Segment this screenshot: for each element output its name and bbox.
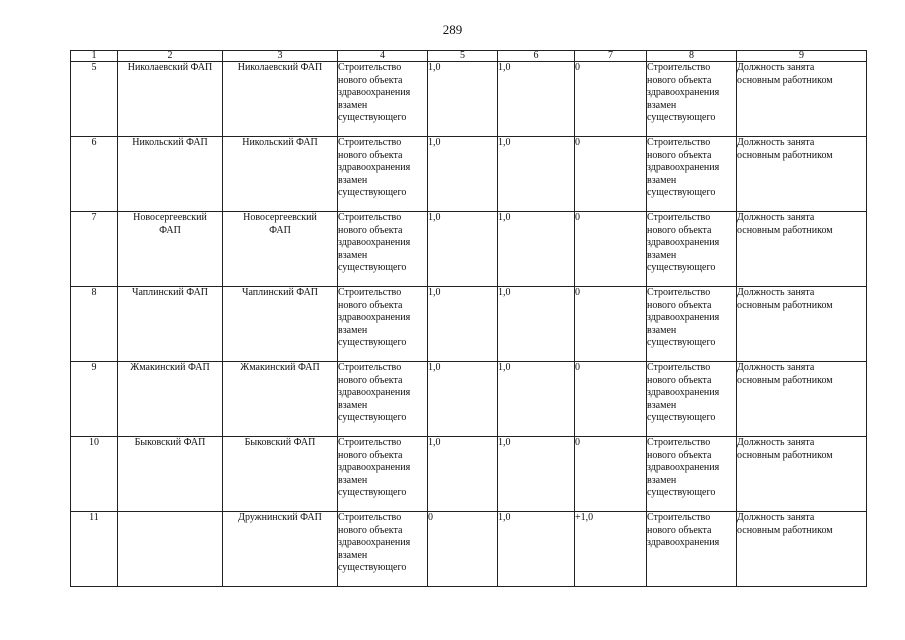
cell-text: Строительство нового объекта здравоохранения взамен существующего [338, 137, 411, 198]
cell-col5 [428, 287, 498, 362]
column-header: 7 [575, 51, 647, 62]
cell-col7 [575, 212, 647, 287]
cell-col2 [118, 362, 223, 437]
cell-text: +1,0 [575, 512, 594, 523]
cell-col3 [223, 512, 338, 587]
cell-col6 [498, 362, 575, 437]
cell-text: Строительство нового объекта здравоохранения взамен существующего [338, 212, 411, 273]
cell-col9 [737, 137, 867, 212]
cell-col4 [338, 62, 428, 137]
cell-text: Строительство нового объекта здравоохранения взамен существующего [338, 62, 411, 123]
table-row [71, 362, 867, 437]
cell-text: 1,0 [428, 137, 441, 148]
cell-col8 [647, 512, 737, 587]
cell-col3 [223, 287, 338, 362]
cell-col6 [498, 137, 575, 212]
cell-col3 [223, 62, 338, 137]
cell-col5 [428, 512, 498, 587]
row-number: 9 [71, 362, 118, 437]
header-row [71, 51, 867, 62]
cell-text: 1,0 [498, 512, 511, 523]
cell-col6 [498, 62, 575, 137]
cell-col8 [647, 137, 737, 212]
cell-text: Должность занята основным работником [737, 362, 833, 386]
cell-col3 [223, 362, 338, 437]
cell-text: Строительство нового объекта здравоохранения взамен существующего [647, 437, 720, 498]
cell-text: Никольский ФАП [242, 137, 318, 148]
cell-col8 [647, 62, 737, 137]
cell-col3 [223, 437, 338, 512]
cell-col7 [575, 512, 647, 587]
cell-text: 1,0 [498, 212, 511, 223]
cell-col5 [428, 62, 498, 137]
cell-col5 [428, 362, 498, 437]
cell-text: 0 [575, 287, 580, 298]
cell-col4 [338, 437, 428, 512]
cell-text: Должность занята основным работником [737, 437, 833, 461]
table-row [71, 137, 867, 212]
cell-col6 [498, 212, 575, 287]
cell-text: Новосергеевский ФАП [133, 212, 207, 236]
cell-text: Строительство нового объекта здравоохранения [647, 512, 720, 548]
cell-col8 [647, 212, 737, 287]
cell-col7 [575, 287, 647, 362]
cell-text: Дружнинский ФАП [238, 512, 322, 523]
cell-text: 1,0 [428, 287, 441, 298]
cell-col2 [118, 512, 223, 587]
cell-col9 [737, 437, 867, 512]
cell-col7 [575, 437, 647, 512]
cell-text: 0 [575, 137, 580, 148]
cell-col9 [737, 362, 867, 437]
table-row [71, 62, 867, 137]
row-number: 8 [71, 287, 118, 362]
cell-text: Строительство нового объекта здравоохранения взамен существующего [647, 287, 720, 348]
cell-text: 1,0 [498, 62, 511, 73]
cell-text: 0 [575, 212, 580, 223]
cell-col7 [575, 362, 647, 437]
column-header: 2 [118, 51, 223, 62]
table-row [71, 437, 867, 512]
cell-text: Должность занята основным работником [737, 62, 833, 86]
cell-col8 [647, 437, 737, 512]
cell-col6 [498, 437, 575, 512]
cell-col2 [118, 212, 223, 287]
cell-col9 [737, 287, 867, 362]
cell-text: 1,0 [498, 362, 511, 373]
cell-text: Строительство нового объекта здравоохранения взамен существующего [338, 287, 411, 348]
cell-col9 [737, 512, 867, 587]
cell-text: Чаплинский ФАП [241, 287, 319, 298]
cell-text: 1,0 [428, 62, 441, 73]
cell-text: Жмакинский ФАП [240, 362, 320, 373]
cell-col4 [338, 287, 428, 362]
cell-text: Чаплинский ФАП [131, 287, 209, 298]
cell-text: Строительство нового объекта здравоохранения взамен существующего [338, 437, 411, 498]
cell-text: 0 [575, 362, 580, 373]
cell-col4 [338, 512, 428, 587]
cell-text: Строительство нового объекта здравоохранения взамен существующего [647, 362, 720, 423]
cell-col7 [575, 137, 647, 212]
row-number: 11 [71, 512, 118, 587]
cell-text: Должность занята основным работником [737, 287, 833, 311]
cell-col5 [428, 437, 498, 512]
cell-text: 1,0 [498, 437, 511, 448]
cell-text: 1,0 [428, 437, 441, 448]
cell-text: 1,0 [498, 137, 511, 148]
cell-col3 [223, 137, 338, 212]
cell-text: Строительство нового объекта здравоохранения взамен существующего [647, 137, 720, 198]
row-number: 5 [71, 62, 118, 137]
cell-text: Жмакинский ФАП [130, 362, 210, 373]
cell-text: Должность занята основным работником [737, 137, 833, 161]
cell-col4 [338, 362, 428, 437]
cell-col8 [647, 362, 737, 437]
cell-col2 [118, 137, 223, 212]
table-row [71, 287, 867, 362]
cell-col4 [338, 137, 428, 212]
cell-text: Быковский ФАП [134, 437, 206, 448]
column-header: 8 [647, 51, 737, 62]
cell-text: Николаевский ФАП [237, 62, 323, 73]
cell-text: Должность занята основным работником [737, 512, 833, 536]
cell-text: 1,0 [428, 362, 441, 373]
cell-text: 1,0 [498, 287, 511, 298]
cell-col8 [647, 287, 737, 362]
cell-col7 [575, 62, 647, 137]
table-row [71, 512, 867, 587]
column-header: 5 [428, 51, 498, 62]
cell-col2 [118, 62, 223, 137]
column-header: 3 [223, 51, 338, 62]
cell-text: Новосергеевский ФАП [243, 212, 317, 236]
cell-col3 [223, 212, 338, 287]
cell-text: Строительство нового объекта здравоохранения взамен существующего [647, 62, 720, 123]
cell-col6 [498, 287, 575, 362]
cell-text: Быковский ФАП [244, 437, 316, 448]
column-header: 6 [498, 51, 575, 62]
row-number: 10 [71, 437, 118, 512]
cell-text: 0 [428, 512, 433, 523]
column-header: 4 [338, 51, 428, 62]
table-row [71, 212, 867, 287]
cell-text: Строительство нового объекта здравоохранения взамен существующего [338, 362, 411, 423]
cell-text: Николаевский ФАП [127, 62, 213, 73]
page-number: 289 [442, 22, 463, 37]
column-header: 9 [737, 51, 867, 62]
document-table [70, 50, 867, 587]
cell-text: 0 [575, 437, 580, 448]
column-header: 1 [71, 51, 118, 62]
cell-text: Никольский ФАП [132, 137, 208, 148]
cell-col2 [118, 287, 223, 362]
cell-col9 [737, 212, 867, 287]
row-number: 7 [71, 212, 118, 287]
cell-text: Строительство нового объекта здравоохранения взамен существующего [647, 212, 720, 273]
cell-col6 [498, 512, 575, 587]
cell-text: 0 [575, 62, 580, 73]
cell-text: Должность занята основным работником [737, 212, 833, 236]
cell-col9 [737, 62, 867, 137]
cell-col5 [428, 137, 498, 212]
cell-col4 [338, 212, 428, 287]
cell-text: 1,0 [428, 212, 441, 223]
cell-text: Строительство нового объекта здравоохранения взамен существующего [338, 512, 411, 573]
cell-col5 [428, 212, 498, 287]
row-number: 6 [71, 137, 118, 212]
cell-col2 [118, 437, 223, 512]
